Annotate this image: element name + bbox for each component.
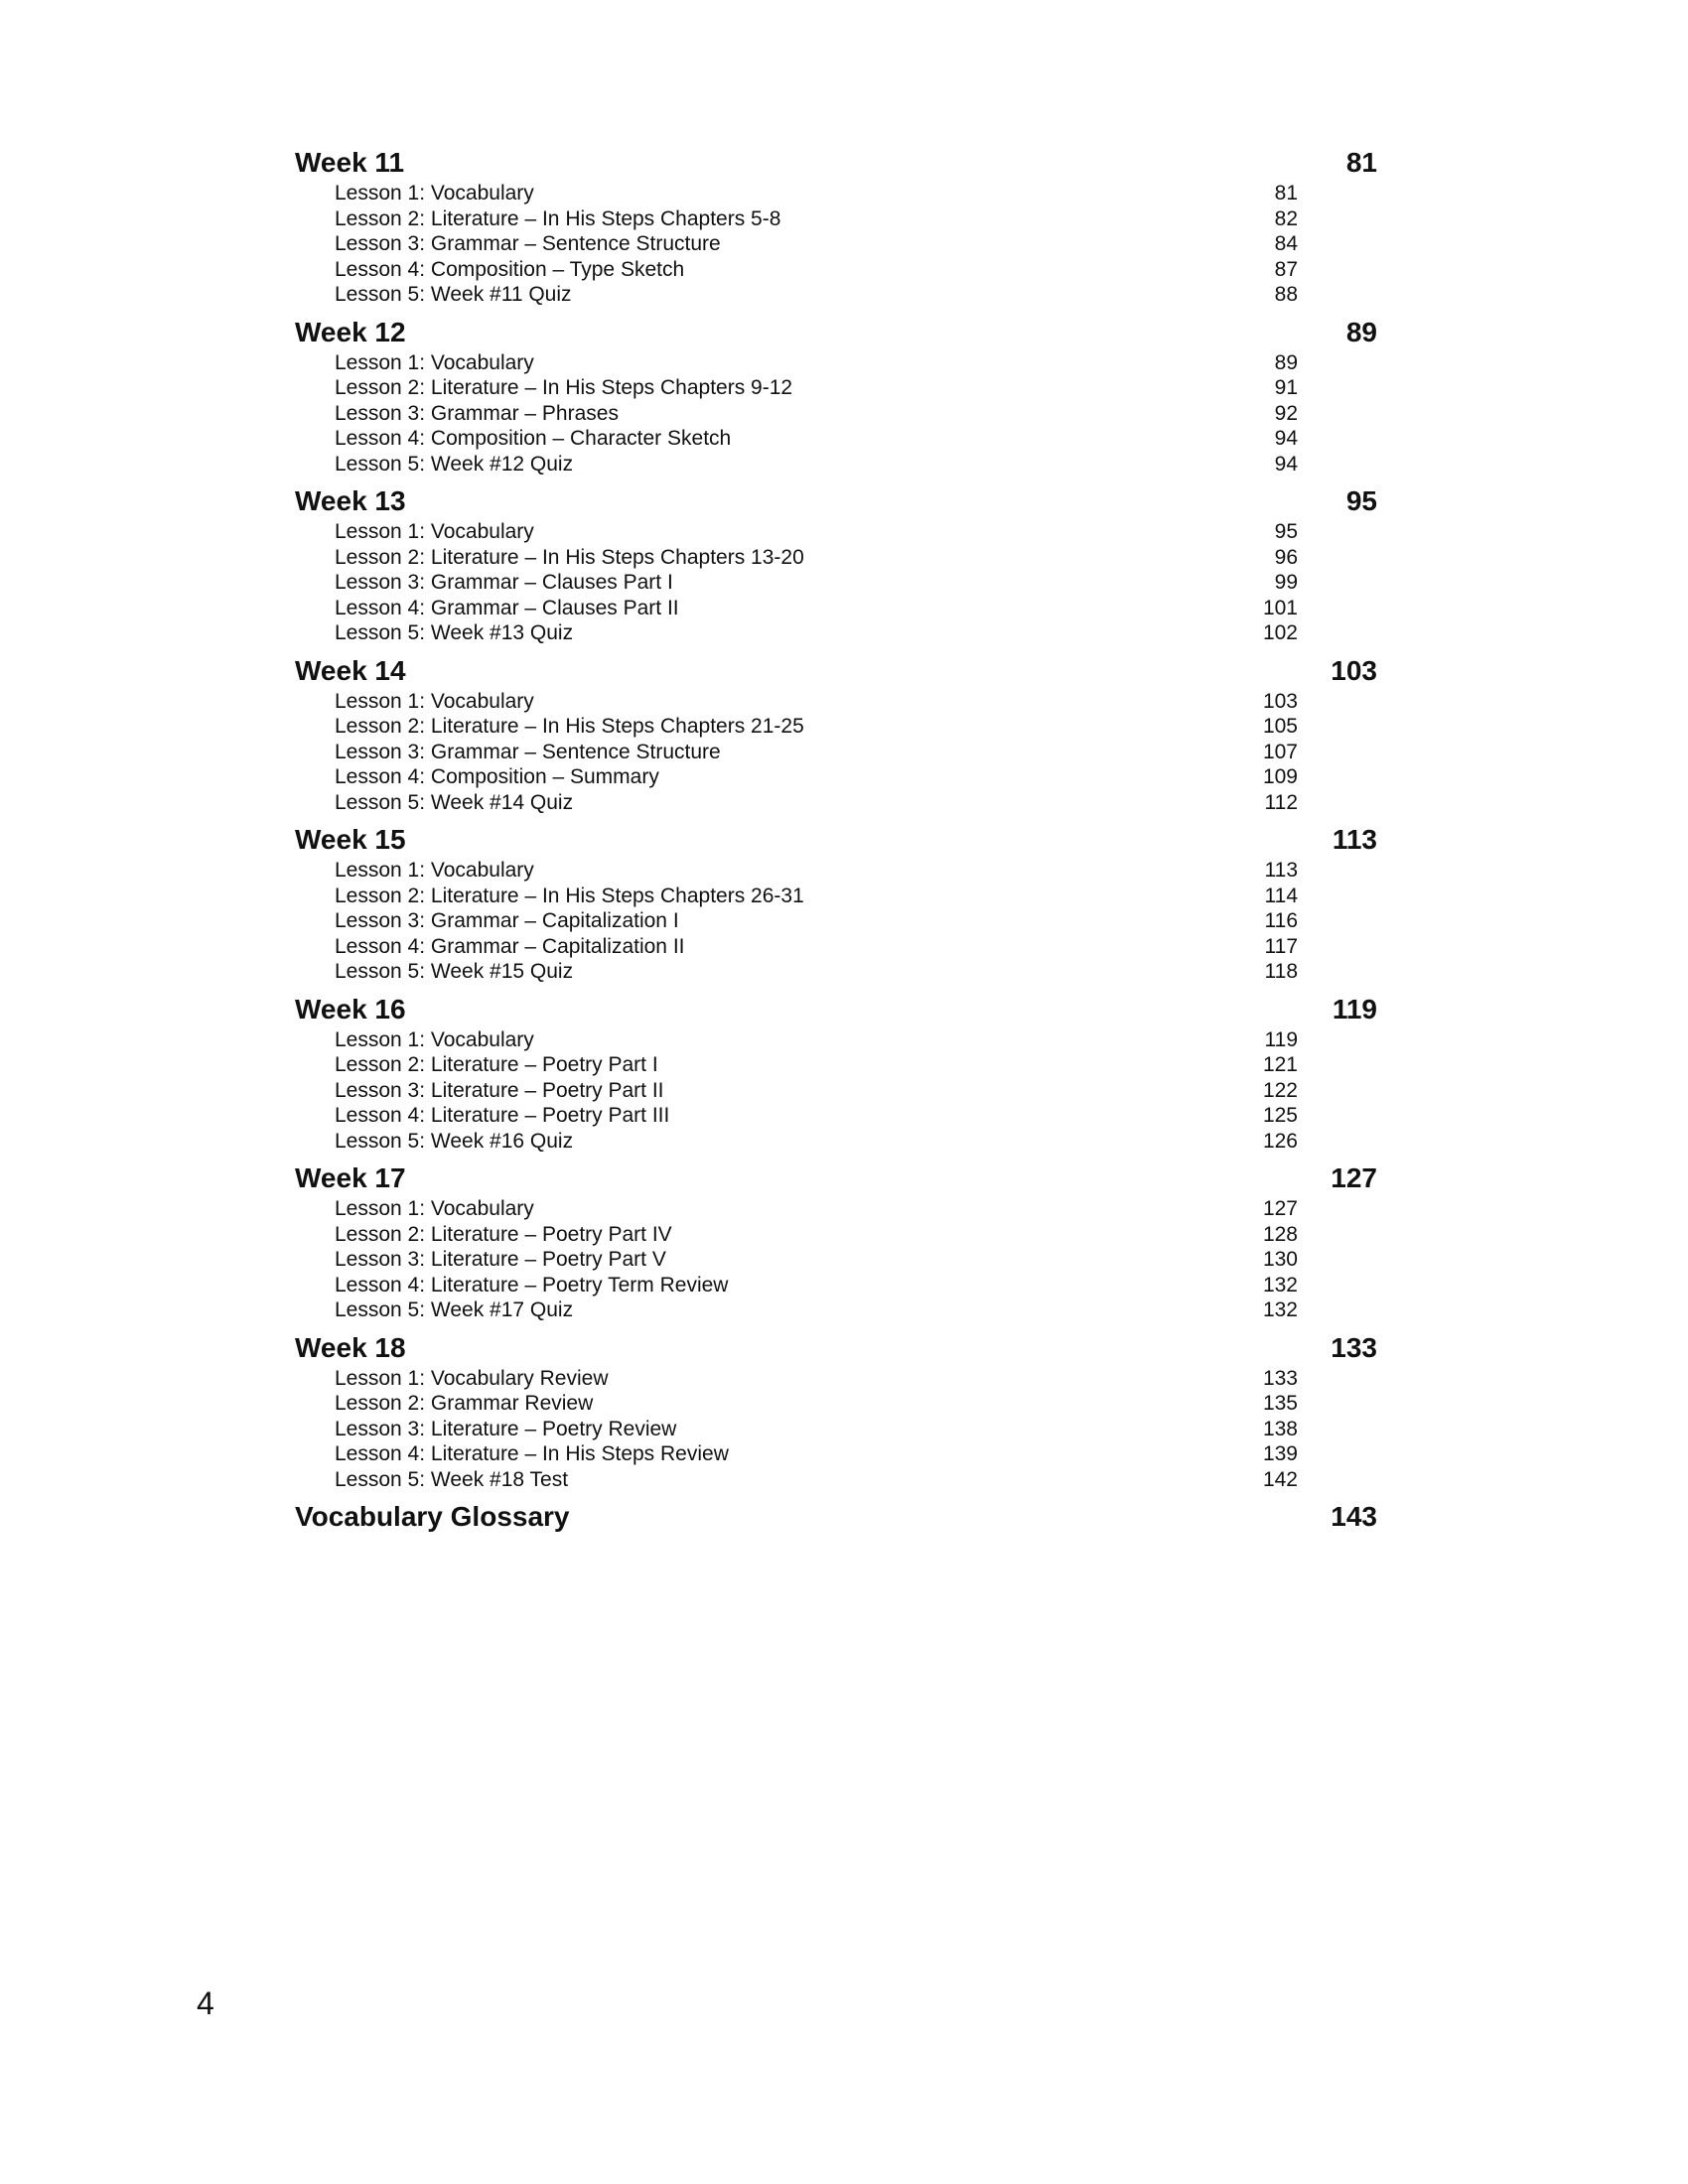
lesson-page-number: 132 xyxy=(1262,1298,1298,1321)
section-heading xyxy=(295,315,1377,350)
lesson-entry xyxy=(295,714,1377,740)
lesson-page-number: 113 xyxy=(1264,859,1298,882)
lesson-page-number: 126 xyxy=(1262,1129,1298,1153)
lesson-title: Lesson 1: Vocabulary xyxy=(335,350,534,374)
section-page-number: 133 xyxy=(1331,1331,1377,1363)
lesson-page-number: 94 xyxy=(1274,452,1298,476)
lesson-page-number: 128 xyxy=(1262,1222,1298,1246)
lesson-title: Lesson 3: Literature – Poetry Part II xyxy=(335,1078,664,1102)
lesson-page-number: 139 xyxy=(1262,1442,1298,1465)
lesson-title: Lesson 1: Vocabulary xyxy=(335,1027,534,1051)
section-heading xyxy=(295,1160,1377,1196)
lesson-page-number: 82 xyxy=(1274,206,1298,230)
page-number: 4 xyxy=(197,1985,214,2021)
section-heading xyxy=(295,1330,1377,1366)
lesson-page-number: 117 xyxy=(1264,934,1298,958)
lesson-entry xyxy=(295,959,1377,985)
lesson-title: Lesson 5: Week #11 Quiz xyxy=(335,283,572,306)
lesson-page-number: 95 xyxy=(1274,520,1298,543)
lesson-page-number: 102 xyxy=(1262,621,1298,644)
toc-section xyxy=(295,1160,1377,1323)
section-page-number: 143 xyxy=(1331,1501,1377,1532)
lesson-page-number: 96 xyxy=(1274,545,1298,569)
lesson-title: Lesson 4: Literature – In His Steps Review xyxy=(335,1442,729,1465)
lesson-page-number: 91 xyxy=(1274,376,1298,399)
section-heading xyxy=(295,1499,1377,1535)
lesson-entry xyxy=(295,884,1377,909)
lesson-entry xyxy=(295,452,1377,478)
lesson-page-number: 142 xyxy=(1262,1467,1298,1491)
lesson-title: Lesson 4: Literature – Poetry Part III xyxy=(335,1104,670,1127)
lesson-entry xyxy=(295,740,1377,765)
lesson-page-number: 88 xyxy=(1274,283,1298,306)
lesson-entry xyxy=(295,1052,1377,1078)
lesson-page-number: 122 xyxy=(1262,1078,1298,1102)
lesson-title: Lesson 5: Week #12 Quiz xyxy=(335,452,574,476)
lesson-page-number: 112 xyxy=(1264,790,1298,814)
lesson-entry xyxy=(295,231,1377,257)
toc-section xyxy=(295,653,1377,816)
toc-section xyxy=(295,1330,1377,1493)
section-heading xyxy=(295,145,1377,181)
lesson-entry xyxy=(295,545,1377,571)
lesson-page-number: 133 xyxy=(1262,1366,1298,1390)
lesson-entry xyxy=(295,181,1377,206)
lesson-title: Lesson 1: Vocabulary Review xyxy=(335,1366,609,1390)
lesson-entry xyxy=(295,1103,1377,1129)
lesson-title: Lesson 1: Vocabulary xyxy=(335,689,534,713)
lesson-title: Lesson 2: Literature – In His Steps Chapters 5-8 xyxy=(335,206,781,230)
lesson-title: Lesson 5: Week #18 Test xyxy=(335,1467,569,1491)
lesson-entry xyxy=(295,206,1377,232)
section-title: Vocabulary Glossary xyxy=(295,1501,570,1532)
lesson-title: Lesson 1: Vocabulary xyxy=(335,1197,534,1220)
lesson-title: Lesson 3: Grammar – Capitalization I xyxy=(335,909,679,932)
lesson-title: Lesson 2: Grammar Review xyxy=(335,1392,594,1415)
lesson-title: Lesson 4: Grammar – Capitalization II xyxy=(335,934,685,958)
lesson-entry xyxy=(295,1222,1377,1248)
lesson-page-number: 81 xyxy=(1274,182,1298,205)
lesson-entry xyxy=(295,620,1377,646)
lesson-page-number: 135 xyxy=(1262,1392,1298,1415)
lesson-title: Lesson 2: Literature – In His Steps Chapters 9-12 xyxy=(335,376,793,399)
lesson-entry xyxy=(295,1366,1377,1392)
section-title: Week 11 xyxy=(295,147,405,178)
lesson-page-number: 87 xyxy=(1274,257,1298,281)
lesson-entry xyxy=(295,1078,1377,1104)
section-title: Week 18 xyxy=(295,1331,406,1363)
section-heading xyxy=(295,483,1377,519)
lesson-entry xyxy=(295,1247,1377,1273)
lesson-page-number: 130 xyxy=(1262,1248,1298,1271)
section-heading xyxy=(295,992,1377,1027)
lesson-entry xyxy=(295,1441,1377,1467)
lesson-entry xyxy=(295,858,1377,884)
lesson-title: Lesson 1: Vocabulary xyxy=(335,859,534,882)
lesson-entry xyxy=(295,426,1377,452)
lesson-entry xyxy=(295,401,1377,427)
lesson-page-number: 138 xyxy=(1262,1417,1298,1440)
lesson-title: Lesson 1: Vocabulary xyxy=(335,182,534,205)
lesson-entry xyxy=(295,1417,1377,1442)
lesson-page-number: 127 xyxy=(1262,1197,1298,1220)
lesson-page-number: 92 xyxy=(1274,401,1298,425)
lesson-page-number: 94 xyxy=(1274,427,1298,450)
section-page-number: 113 xyxy=(1332,824,1377,855)
lesson-entry xyxy=(295,350,1377,376)
lesson-title: Lesson 2: Literature – Poetry Part IV xyxy=(335,1222,672,1246)
lesson-title: Lesson 5: Week #17 Quiz xyxy=(335,1298,574,1321)
toc-section xyxy=(295,822,1377,985)
lesson-title: Lesson 4: Literature – Poetry Term Review xyxy=(335,1273,729,1297)
lesson-entry xyxy=(295,519,1377,545)
lesson-entry xyxy=(295,596,1377,621)
lesson-title: Lesson 3: Grammar – Sentence Structure xyxy=(335,232,721,255)
section-title: Week 13 xyxy=(295,485,406,516)
toc-section xyxy=(295,992,1377,1155)
lesson-title: Lesson 1: Vocabulary xyxy=(335,520,534,543)
section-title: Week 14 xyxy=(295,654,406,686)
section-title: Week 17 xyxy=(295,1162,406,1193)
lesson-page-number: 114 xyxy=(1264,884,1298,907)
lesson-title: Lesson 2: Literature – In His Steps Chapters 21-25 xyxy=(335,715,804,738)
lesson-title: Lesson 5: Week #16 Quiz xyxy=(335,1129,574,1153)
lesson-page-number: 105 xyxy=(1262,715,1298,738)
lesson-title: Lesson 5: Week #13 Quiz xyxy=(335,621,574,644)
section-page-number: 89 xyxy=(1345,316,1377,347)
lesson-title: Lesson 2: Literature – In His Steps Chapters 13-20 xyxy=(335,545,804,569)
section-page-number: 95 xyxy=(1345,485,1377,516)
section-heading xyxy=(295,822,1377,858)
lesson-title: Lesson 3: Literature – Poetry Part V xyxy=(335,1248,666,1271)
table-of-contents xyxy=(295,145,1377,1542)
lesson-title: Lesson 2: Literature – In His Steps Chapters 26-31 xyxy=(335,884,804,907)
lesson-entry xyxy=(295,689,1377,715)
lesson-entry xyxy=(295,375,1377,401)
lesson-title: Lesson 5: Week #14 Quiz xyxy=(335,790,574,814)
section-heading xyxy=(295,653,1377,689)
lesson-page-number: 125 xyxy=(1262,1104,1298,1127)
lesson-title: Lesson 3: Literature – Poetry Review xyxy=(335,1417,677,1440)
lesson-page-number: 116 xyxy=(1264,909,1298,932)
lesson-entry xyxy=(295,764,1377,790)
lesson-page-number: 118 xyxy=(1264,960,1298,983)
lesson-page-number: 119 xyxy=(1264,1027,1298,1051)
lesson-entry xyxy=(295,908,1377,934)
lesson-title: Lesson 3: Grammar – Sentence Structure xyxy=(335,740,721,763)
lesson-title: Lesson 3: Grammar – Clauses Part I xyxy=(335,571,673,594)
section-page-number: 119 xyxy=(1332,993,1377,1024)
lesson-page-number: 132 xyxy=(1262,1273,1298,1297)
toc-section xyxy=(295,1499,1377,1535)
lesson-title: Lesson 5: Week #15 Quiz xyxy=(335,960,574,983)
lesson-entry xyxy=(295,1273,1377,1298)
lesson-title: Lesson 4: Composition – Character Sketch xyxy=(335,427,732,450)
toc-section xyxy=(295,483,1377,646)
section-page-number: 127 xyxy=(1331,1162,1377,1193)
lesson-entry xyxy=(295,282,1377,308)
section-title: Week 12 xyxy=(295,316,406,347)
lesson-entry xyxy=(295,1129,1377,1155)
lesson-page-number: 103 xyxy=(1262,689,1298,713)
lesson-title: Lesson 3: Grammar – Phrases xyxy=(335,401,619,425)
lesson-page-number: 99 xyxy=(1274,571,1298,594)
lesson-entry xyxy=(295,570,1377,596)
lesson-entry xyxy=(295,1196,1377,1222)
lesson-title: Lesson 4: Grammar – Clauses Part II xyxy=(335,596,679,619)
lesson-entry xyxy=(295,1297,1377,1323)
lesson-page-number: 89 xyxy=(1274,350,1298,374)
lesson-page-number: 107 xyxy=(1262,740,1298,763)
lesson-entry xyxy=(295,1391,1377,1417)
lesson-page-number: 101 xyxy=(1262,596,1298,619)
lesson-entry xyxy=(295,257,1377,283)
lesson-entry xyxy=(295,1467,1377,1493)
toc-section xyxy=(295,145,1377,308)
section-page-number: 81 xyxy=(1345,147,1377,178)
lesson-title: Lesson 4: Composition – Type Sketch xyxy=(335,257,685,281)
lesson-page-number: 109 xyxy=(1262,765,1298,788)
lesson-title: Lesson 2: Literature – Poetry Part I xyxy=(335,1053,658,1076)
lesson-page-number: 121 xyxy=(1262,1053,1298,1076)
lesson-page-number: 84 xyxy=(1274,232,1298,255)
lesson-entry xyxy=(295,790,1377,816)
section-title: Week 16 xyxy=(295,993,406,1024)
section-title: Week 15 xyxy=(295,824,406,855)
lesson-entry xyxy=(295,934,1377,960)
lesson-title: Lesson 4: Composition – Summary xyxy=(335,765,659,788)
section-page-number: 103 xyxy=(1331,654,1377,686)
lesson-entry xyxy=(295,1027,1377,1053)
toc-section xyxy=(295,315,1377,478)
